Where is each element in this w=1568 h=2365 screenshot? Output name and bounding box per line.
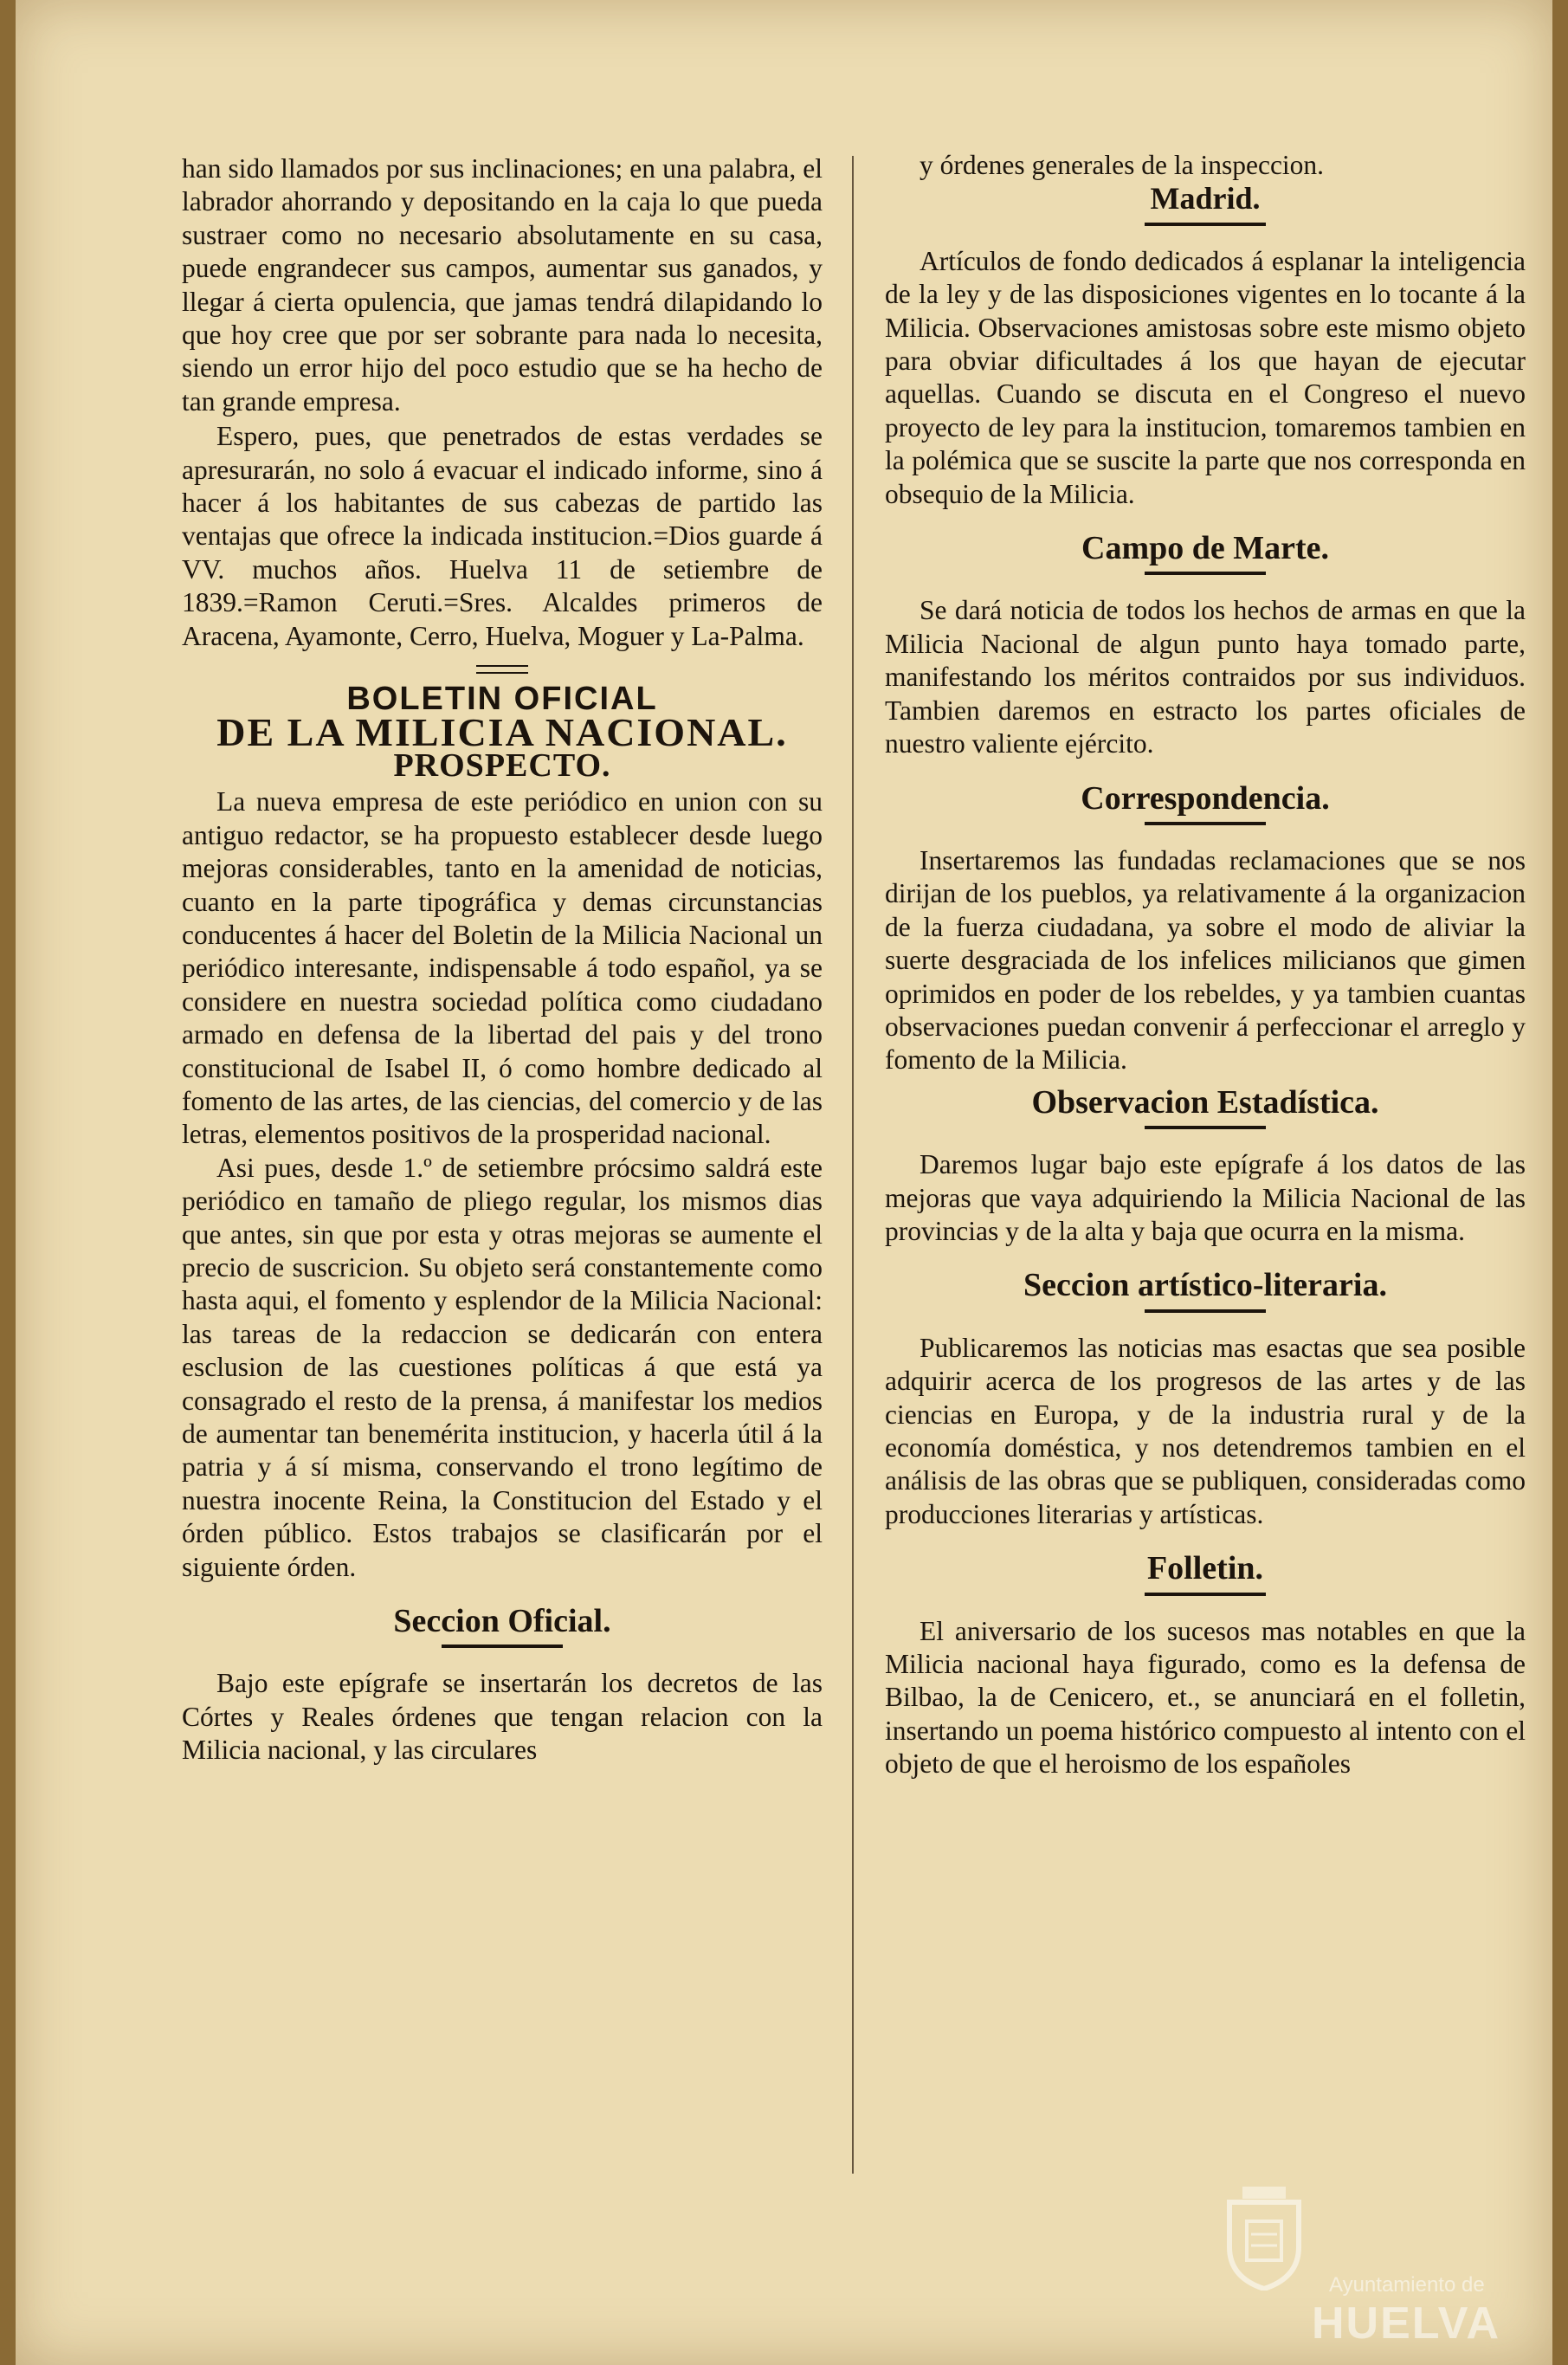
section-heading-madrid: Madrid. [1150, 181, 1261, 216]
paragraph-ordenes: y órdenes generales de la inspeccion. [920, 150, 1325, 180]
heading-rule [1145, 1126, 1266, 1129]
paragraph-campo-de-marte: Se dará noticia de todos los hechos de armas en que la Milicia Nacional de algun punto haya tomado parte, manifestando los méritos contraidos por sus individuos. Tambien daremos en estracto los partes oficiales de nuestro valiente ejército. [885, 595, 1526, 759]
heading-rule [1145, 223, 1266, 226]
newspaper-page [16, 0, 1552, 2365]
paragraph-correspondencia: Insertaremos las fundadas reclamaciones que se nos dirijan de los pueblos, ya relativamente á la organizacion de la fuerza ciudadana, ya sobre el modo de aliviar la suerte desgraciada de los infelices milicianos que gimen oprimidos en poder de los rebeldes, y ya tambien cuantas observaciones puedan convenir á perfeccionar el arreglo y fomento de la Milicia. [885, 844, 1526, 1076]
paragraph-espero: Espero, pues, que penetrados de estas verdades se apresurarán, no solo á evacuar el indicado informe, sino á hacer á los habitantes de sus cabezas de partido las ventajas que ofrece la indicada institucion.=Dios guarde á VV. muchos años. Huelva 11 de setiembre de 1839.=Ramon Ceruti.=Sres. Alcaldes primeros de Aracena, Ayamonte, Cerro, Huelva, Moguer y La-Palma. [182, 421, 823, 651]
paragraph-nueva-empresa: La nueva empresa de este periódico en union con su antiguo redactor, se ha propuesto establecer desde luego mejoras considerables, tanto en la amenidad de noticias, cuanto en la parte tipográfica y demas circunstancias conducentes á hacer del Boletin de la Milicia Nacional un periódico interesante, indispensable á todo español, ya se considere en nuestra sociedad política como ciudadano armado en defensa de la libertad del pais y del trono constitucional de Isabel II, ó como hombre dedicado al fomento de las artes, de las ciencias, del comercio y de las letras, elementos positivos de la prosperidad nacional. [182, 786, 823, 1150]
heading-rule [1145, 1309, 1266, 1313]
section-heading-oficial: Seccion Oficial. [393, 1603, 611, 1640]
heading-rule [1145, 572, 1266, 575]
bulletin-title-line1: BOLETIN OFICIAL [346, 681, 658, 718]
watermark-line1: Ayuntamiento de [1329, 2273, 1485, 2297]
section-heading-folletin: Folletin. [1146, 1550, 1264, 1587]
paragraph-folletin: El aniversario de los sucesos mas notables en que la Milicia nacional haya figurado, como es la defensa de Bilbao, la de Cenicero, et., se anunciará en el folletin, insertando un poema histórico compuesto al intento con el objeto de que el heroismo de los españoles [885, 1615, 1526, 1780]
prospecto-heading: PROSPECTO. [393, 746, 611, 784]
paragraph-observacion: Daremos lugar bajo este epígrafe á los datos de las mejoras que vaya adquiriendo la Milicia Nacional de las provincias y de la alta y baja que ocurra en la misma. [885, 1149, 1526, 1246]
right-column [885, 150, 1526, 1781]
section-heading-artistico: Seccion artístico-literaria. [1023, 1267, 1387, 1304]
watermark-line2: HUELVA [1312, 2298, 1501, 2349]
section-heading-campo-de-marte: Campo de Marte. [1081, 530, 1329, 567]
paragraph-artistico: Publicaremos las noticias mas esactas que sea posible adquirir acerca de los progresos de las artes y de las ciencias en Europa, y de la industria rural y de la economía doméstica, y nos detendremos tambien en el análisis de las obras que se publiquen, consideradas como producciones literarias y artísticas. [885, 1332, 1526, 1529]
left-column [182, 152, 823, 1767]
section-heading-correspondencia: Correspondencia. [1081, 779, 1330, 817]
divider [476, 665, 528, 674]
heading-rule [1145, 1593, 1266, 1596]
paragraph-inclinaciones: han sido llamados por sus inclinaciones; en una palabra, el labrador ahorrando y depositando en la caja lo que pueda sustraer como no necesario absolutamente en su casa, puede engrandecer sus campos, aumentar sus ganados, y llegar á cierta opulencia, que jamas tendrá dilapidando lo que hoy cree que por ser sobrante para nada lo necesita, siendo un error hijo del poco estudio que se ha hecho de tan grande empresa. [182, 153, 823, 417]
heading-rule [1145, 822, 1266, 825]
section-heading-observacion: Observacion Estadística. [1031, 1083, 1379, 1121]
watermark-logo [1208, 2169, 1537, 2351]
heading-rule [442, 1645, 563, 1648]
paragraph-oficial: Bajo este epígrafe se insertarán los decretos de las Córtes y Reales órdenes que tengan relacion con la Milicia nacional, y las circulares [182, 1668, 823, 1766]
bulletin-title-line2: DE LA MILICIA NACIONAL. [216, 709, 788, 754]
paragraph-asi-pues: Asi pues, desde 1.º de setiembre prócsimo saldrá este periódico en tamaño de pliego regular, los mismos dias que antes, sin que por esta y otras mejoras se aumente el precio de suscricion. Su objeto será constantemente como hasta aqui, el fomento y esplendor de la Milicia Nacional: las tareas de la redaccion se dedicarán con entera esclusion de las cuestiones políticas á que está ya consagrado el resto de la prensa, á manifestar los medios de aumentar tan benemérita institucion, y hacerla útil á la patria y á sí misma, conservando el trono legítimo de nuestra inocente Reina, la Constitucion del Estado y el órden público. Estos trabajos se clasificarán por el siguiente órden. [182, 1152, 823, 1582]
coat-of-arms-icon [1216, 2187, 1312, 2291]
paragraph-madrid: Artículos de fondo dedicados á esplanar la inteligencia de la ley y de las disposiciones vigentes en lo tocante á la Milicia. Observaciones amistosas sobre este mismo objeto para obviar dificultades á los que hayan de ejecutar aquellas. Cuando se discuta en el Congreso el nuevo proyecto de ley para la institucion, tomaremos tambien en la polémica que se suscite la parte que nos corresponda en obsequio de la Milicia. [885, 245, 1526, 509]
column-divider [852, 156, 854, 2174]
